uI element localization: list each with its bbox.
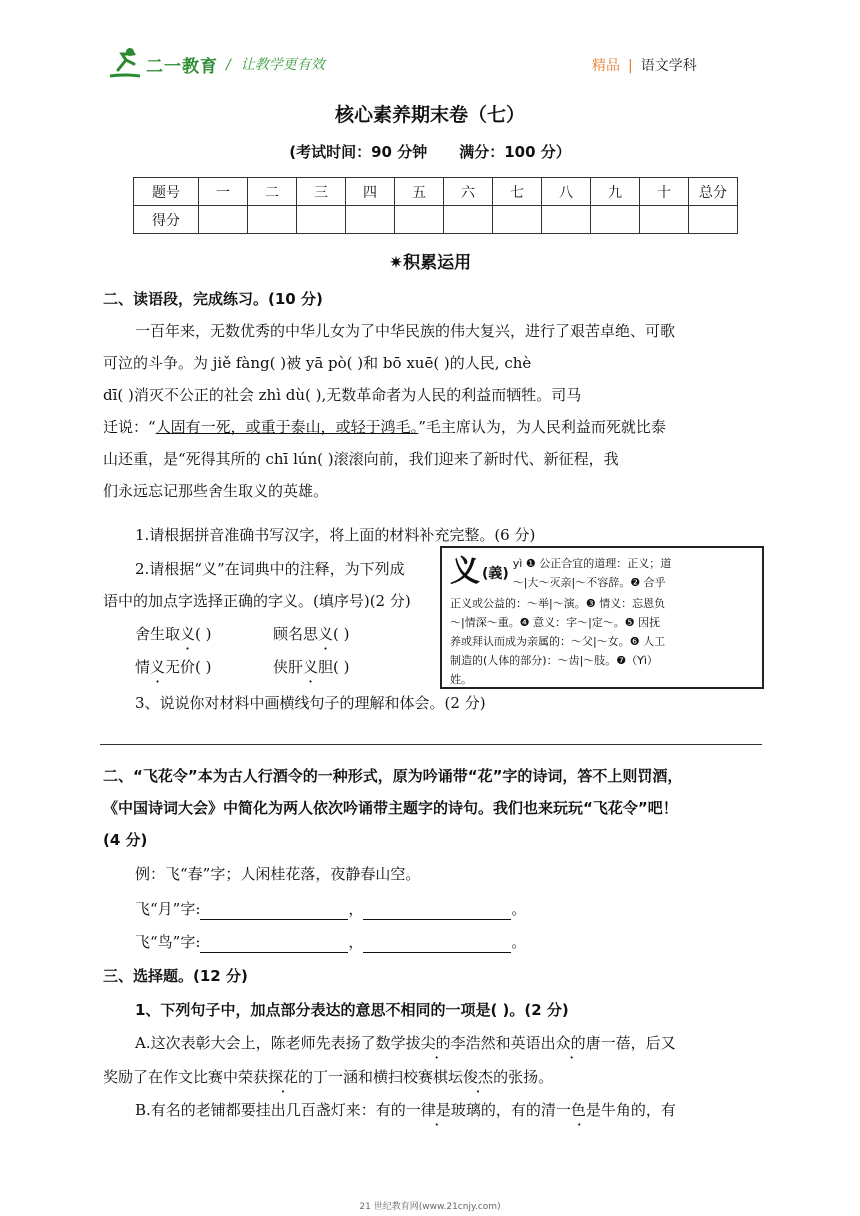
answer-line[interactable]: [100, 744, 762, 745]
paragraph-line: 们永远忘记那些舍生取义的英雄。: [103, 482, 329, 500]
dotted-word: 探花: [268, 1068, 299, 1086]
option-b[interactable]: [103, 1094, 763, 1126]
table-cell: 总分: [689, 178, 738, 206]
quote-pre: 迁说：“: [103, 418, 156, 436]
idiom-text: 舍生取: [135, 625, 181, 643]
dotted-char: 义: [150, 658, 166, 676]
choice-question: 1、下列句子中，加点部分表达的意思不相同的一项是( )。(2 分): [135, 1001, 569, 1019]
dictionary-box: [440, 546, 764, 689]
answer-blank[interactable]: [363, 934, 511, 953]
dotted-char: 义: [303, 658, 319, 676]
dict-def: 正义或公益的：～举|～演。❸ 情义：忘恩负: [450, 597, 666, 610]
table-cell: 八: [542, 178, 591, 206]
table-cell: 五: [395, 178, 444, 206]
option-text: 是牛角的，有: [585, 1101, 676, 1119]
paragraph-line: dī( )消灭不公正的社会 zhì dù( ),无数革命者为人民的利益而牺牲。司马: [103, 386, 582, 404]
answer-blank[interactable]: [363, 901, 511, 920]
idiom-item: [135, 651, 265, 683]
question-heading: 二、读语段，完成练习。(10 分): [103, 290, 323, 308]
option-text: 奖励了在作文比赛中荣获: [103, 1068, 269, 1086]
header-tags: 精品 | 语文学科: [592, 58, 697, 74]
idiom-item: [273, 618, 403, 650]
fill-line: [135, 926, 795, 958]
option-text: B.有名的老铺都要挂出几百盏灯来：有的: [135, 1101, 406, 1119]
question-heading: (4 分): [103, 831, 148, 849]
slogan: / 让教学更有效: [226, 57, 325, 73]
paragraph-line: 山还重，是“死得其所的 chī lún( )滚滚向前，我们迎来了新时代、新征程，我: [103, 450, 619, 468]
table-cell: 得分: [134, 206, 199, 234]
option-a[interactable]: [103, 1027, 763, 1059]
score-input-cell[interactable]: [493, 206, 542, 234]
exam-score: 满分：100 分）: [459, 143, 571, 161]
page-title: 核心素养期末卷（七）: [334, 104, 525, 126]
tag-premium: 精品: [592, 58, 620, 74]
dict-def: ❶ 公正合宜的道理：正义；道: [525, 557, 672, 570]
dict-char: 义: [450, 554, 480, 589]
table-cell: 六: [444, 178, 493, 206]
dict-def: ～|情深～重。❹ 意义：字～|定～。❺ 因抚: [450, 616, 661, 629]
score-input-cell[interactable]: [395, 206, 444, 234]
question-heading: 《中国诗词大会》中简化为两人依次吟诵带主题字的诗句。我们也来玩玩“飞花令”吧！: [103, 799, 678, 817]
dotted-char: 义: [318, 625, 334, 643]
table-cell: 七: [493, 178, 542, 206]
idiom-item: [135, 618, 265, 650]
score-input-cell[interactable]: [297, 206, 346, 234]
score-input-cell[interactable]: [199, 206, 248, 234]
fill-line: [135, 893, 795, 925]
table-row: [134, 178, 738, 206]
quote-post: ”毛主席认为，为人民利益而死就比泰: [418, 418, 666, 436]
idiom-text: 无价: [165, 658, 196, 676]
score-input-cell[interactable]: [248, 206, 297, 234]
sub-question: 语中的加点字选择正确的字义。(填序号)(2 分): [103, 592, 411, 610]
option-text: A.这次表彰大会上，陈老师先表扬了数学: [135, 1034, 406, 1052]
option-text: 的李浩然和英语: [435, 1034, 541, 1052]
sub-question: 3、说说你对材料中画横线句子的理解和体会。(2 分): [135, 694, 486, 712]
punct: ，: [348, 900, 364, 918]
sub-question: 1.请根据拼音准确书写汉字，将上面的材料补充完整。(6 分): [135, 526, 536, 544]
question-heading: 二、“飞花令”本为古人行酒令的一种形式，原为吟诵带“花”字的诗词，答不上则罚酒，: [103, 767, 683, 785]
score-input-cell[interactable]: [444, 206, 493, 234]
punct: 。: [511, 900, 527, 918]
footer: 21 世纪教育网(www.21cnjy.com): [359, 1202, 501, 1212]
table-cell: 一: [199, 178, 248, 206]
paragraph-line: 一百年来，无数优秀的中华儿女为了中华民族的伟大复兴，进行了艰苦卓绝、可歌: [135, 322, 676, 340]
option-text: 的张扬。: [493, 1068, 554, 1086]
answer-blank[interactable]: ( ): [195, 625, 212, 643]
option-text: 的丁一涵和横扫校赛棋坛: [298, 1068, 464, 1086]
score-input-cell[interactable]: [640, 206, 689, 234]
score-input-cell[interactable]: [346, 206, 395, 234]
fill-label: 飞“月”字:: [135, 900, 201, 918]
question-heading: 三、选择题。(12 分): [103, 967, 248, 985]
score-input-cell[interactable]: [689, 206, 738, 234]
dotted-word: 一律: [405, 1101, 436, 1119]
table-cell: 题号: [134, 178, 199, 206]
tag-subject: 语文学科: [640, 58, 697, 74]
score-table: [133, 177, 738, 234]
dotted-word: 俊杰: [463, 1068, 494, 1086]
paragraph-line: [103, 411, 763, 443]
dotted-word: 拔尖: [405, 1034, 436, 1052]
dict-trad: (義): [482, 566, 509, 582]
table-cell: 十: [640, 178, 689, 206]
score-input-cell[interactable]: [591, 206, 640, 234]
answer-blank[interactable]: [200, 901, 348, 920]
section-heading: ✷积累运用: [388, 253, 472, 273]
answer-blank[interactable]: [200, 934, 348, 953]
dict-def: 姓。: [450, 673, 472, 686]
underlined-sentence: 人固有一死，或重于泰山，或轻于鸿毛。: [155, 418, 419, 436]
dotted-word: 清一色: [540, 1101, 586, 1119]
idiom-text: 侠肝: [273, 658, 304, 676]
dict-pinyin: yì: [512, 557, 523, 570]
score-input-cell[interactable]: [542, 206, 591, 234]
dict-def: ～|大～灭亲|～不容辞。❷ 合乎: [512, 576, 666, 589]
option-text: 是玻璃的，有的: [435, 1101, 541, 1119]
exam-time: (考试时间：90 分钟: [289, 143, 428, 161]
punct: 。: [511, 933, 527, 951]
dict-def: 养或拜认而成为亲属的：～父|～女。❻ 人工: [450, 635, 666, 648]
paragraph-line: 可泣的斗争。为 jiě fàng( )被 yā pò( )和 bō xuē( )的人民, chè: [103, 354, 532, 372]
table-cell: 九: [591, 178, 640, 206]
punct: ，: [348, 933, 364, 951]
fill-label: 飞“鸟”字:: [135, 933, 201, 951]
answer-blank[interactable]: ( ): [195, 658, 212, 676]
table-row: [134, 206, 738, 234]
brand-name: 二一教育: [146, 57, 218, 77]
dotted-char: 义: [180, 625, 196, 643]
option-text: 的唐一蓓，后又: [570, 1034, 676, 1052]
idiom-text: 顾名思: [273, 625, 319, 643]
option-a-cont: [103, 1061, 763, 1093]
idiom-text: 胆: [318, 658, 334, 676]
idiom-item: [273, 651, 403, 683]
sub-question: 2.请根据“义”在词典中的注释，为下列成: [135, 560, 405, 578]
table-cell: 四: [346, 178, 395, 206]
example-line: 例：飞“春”字；人闲桂花落，夜静春山空。: [135, 865, 421, 883]
idiom-text: 情: [135, 658, 151, 676]
dict-def: 制造的(人体的部分)：～齿|～肢。❼（Yì）: [450, 654, 658, 667]
answer-blank[interactable]: ( ): [333, 625, 350, 643]
dotted-word: 出众: [540, 1034, 571, 1052]
exam-info: [0, 141, 860, 162]
table-cell: 三: [297, 178, 346, 206]
slogan-text: 让教学更有效: [240, 57, 325, 73]
table-cell: 二: [248, 178, 297, 206]
answer-blank[interactable]: ( ): [333, 658, 350, 676]
